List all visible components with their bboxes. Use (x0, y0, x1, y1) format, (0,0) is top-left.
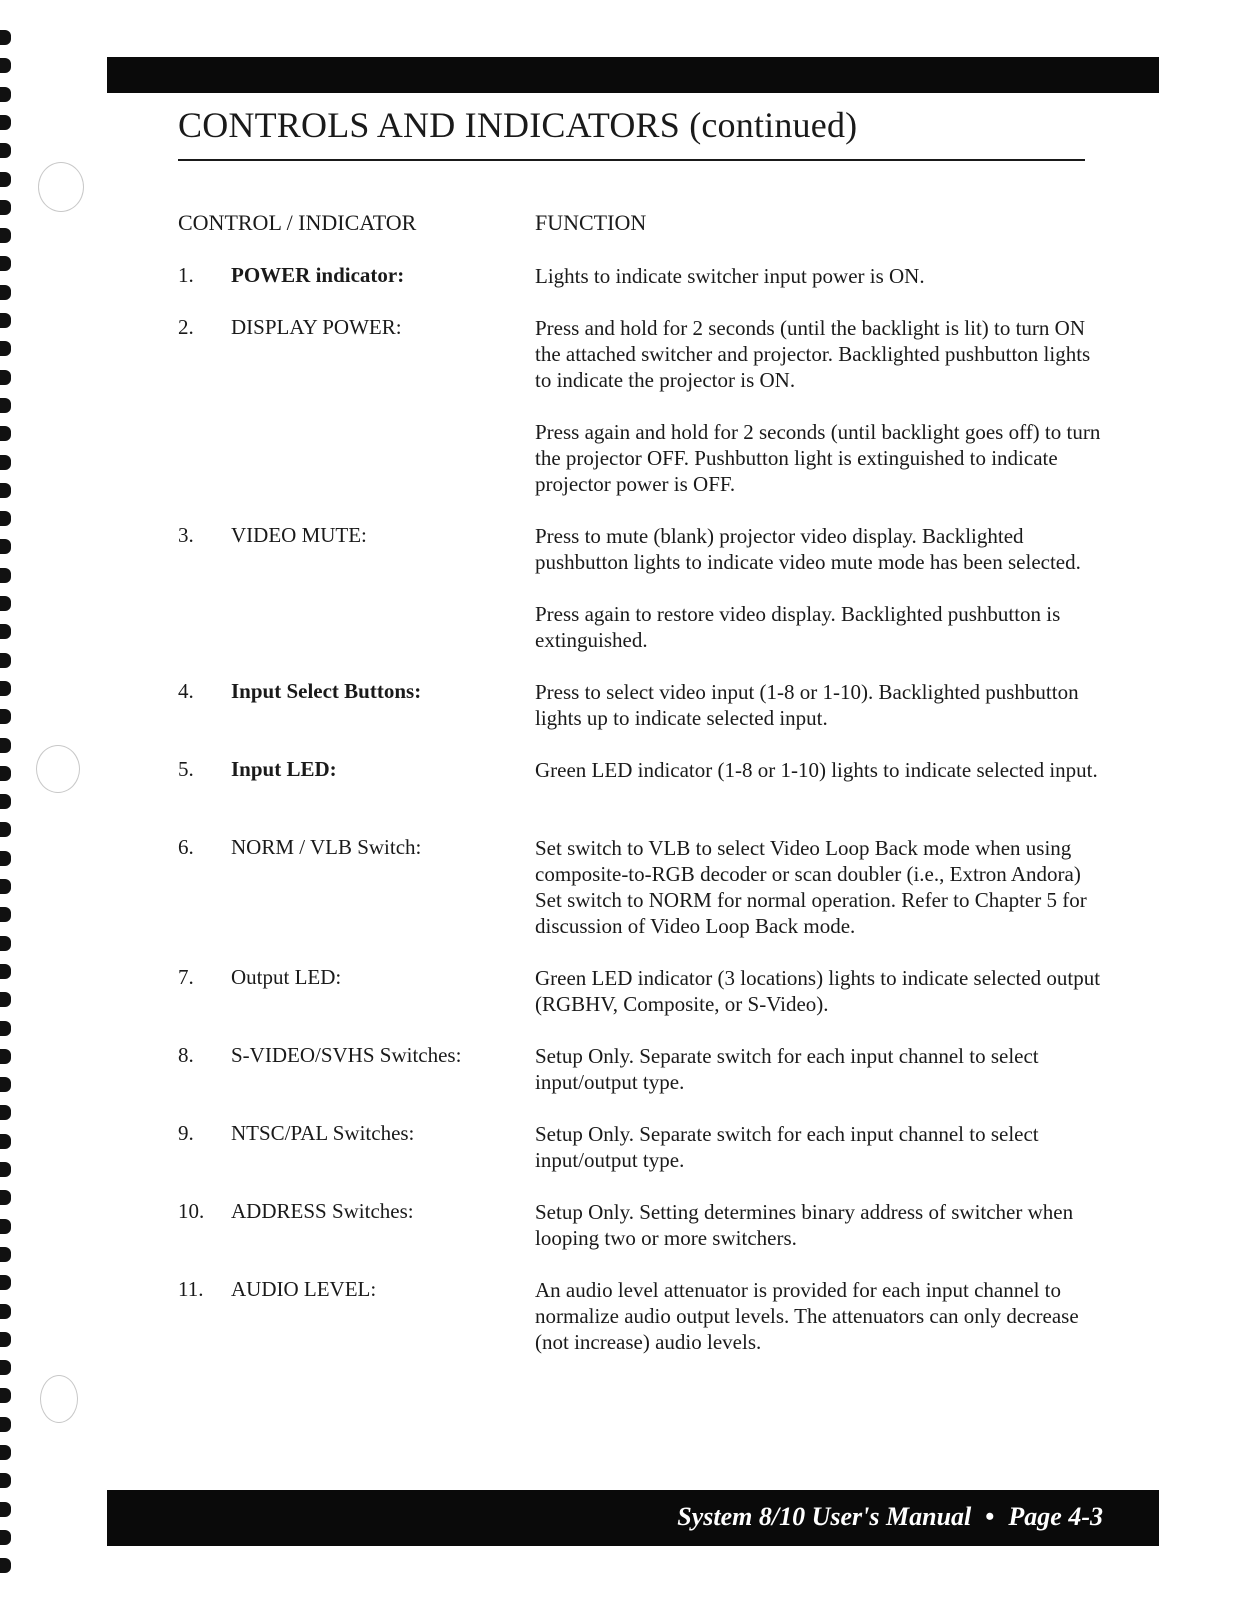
item-number: 1. (178, 263, 194, 287)
function-paragraph: Press again to restore video display. Backlighted pushbutton is extinguished. (535, 602, 1061, 652)
binding-hole (0, 1388, 11, 1403)
binding-hole (0, 285, 11, 300)
function-description (535, 757, 1110, 783)
binding-hole (0, 709, 11, 724)
function-paragraph: Press to mute (blank) projector video display. Backlighted pushbutton lights to indicate video mute mode has been selected. (535, 524, 1081, 574)
control-name: Input Select Buttons: (231, 679, 422, 703)
footer-text (677, 1502, 1103, 1532)
page-title: CONTROLS AND INDICATORS (continued) (178, 105, 858, 145)
binding-hole (0, 1134, 11, 1149)
binding-hole (0, 87, 11, 102)
function-description (535, 1277, 1115, 1355)
item-number: 10. (178, 1199, 205, 1223)
function-paragraph: Setup Only. Setting determines binary address of switcher when looping two or more switchers. (535, 1200, 1074, 1250)
binding-hole (0, 596, 11, 611)
binding-hole (0, 341, 11, 356)
page-number: Page 4-3 (1008, 1502, 1103, 1531)
bullet-separator: • (985, 1502, 995, 1531)
binder-ring-mark-top (38, 162, 84, 212)
binding-hole (0, 143, 11, 158)
binding-hole (0, 822, 11, 837)
binding-hole (0, 1417, 11, 1432)
manual-title: System 8/10 User's Manual (677, 1502, 972, 1531)
binding-hole (0, 1445, 11, 1460)
binding-hole (0, 624, 11, 639)
binding-hole (0, 1219, 11, 1234)
function-description (535, 1199, 1110, 1251)
binding-hole (0, 681, 11, 696)
binding-hole (0, 964, 11, 979)
binding-hole (0, 794, 11, 809)
control-name: Output LED: (231, 965, 342, 989)
function-paragraph: Press and hold for 2 seconds (until the backlight is lit) to turn ON the attached switcher and projector. Backlighted pushbutton lights to indicate the projector is ON. (535, 316, 1091, 392)
item-number: 5. (178, 757, 194, 781)
header-bar (107, 57, 1159, 93)
binding-hole (0, 907, 11, 922)
function-description (535, 1121, 1110, 1173)
binding-hole (0, 228, 11, 243)
binding-hole (0, 851, 11, 866)
binding-hole (0, 426, 11, 441)
function-description (535, 315, 1110, 497)
binding-hole (0, 1105, 11, 1120)
binding-hole (0, 370, 11, 385)
item-number: 11. (178, 1277, 204, 1301)
binding-hole (0, 568, 11, 583)
binding-hole (0, 1190, 11, 1205)
binding-hole (0, 455, 11, 470)
function-paragraph: Setup Only. Separate switch for each input channel to select input/output type. (535, 1122, 1039, 1172)
control-name: NTSC/PAL Switches: (231, 1121, 415, 1145)
control-name: DISPLAY POWER: (231, 315, 402, 339)
binding-hole (0, 936, 11, 951)
binding-hole (0, 1021, 11, 1036)
function-description (535, 523, 1115, 653)
function-paragraph: Press to select video input (1-8 or 1-10). Backlighted pushbutton lights up to indicate selected input. (535, 680, 1079, 730)
item-number: 7. (178, 965, 194, 989)
function-description (535, 263, 1110, 289)
function-description (535, 1043, 1110, 1095)
binding-hole (0, 539, 11, 554)
control-name: VIDEO MUTE: (231, 523, 367, 547)
binding-hole (0, 172, 11, 187)
binding-hole (0, 1275, 11, 1290)
binding-hole (0, 398, 11, 413)
binding-hole (0, 1304, 11, 1319)
binder-ring-mark-bottom (40, 1375, 78, 1423)
binding-hole (0, 766, 11, 781)
binding-hole (0, 256, 11, 271)
binding-hole (0, 992, 11, 1007)
control-name: POWER indicator: (231, 263, 405, 287)
column-header-function: FUNCTION (535, 210, 647, 235)
function-paragraph: Green LED indicator (1-8 or 1-10) lights to indicate selected input. (535, 758, 1098, 782)
binding-hole (0, 738, 11, 753)
binding-hole (0, 1077, 11, 1092)
function-description (535, 965, 1110, 1017)
control-name: Input LED: (231, 757, 337, 781)
item-number: 4. (178, 679, 194, 703)
binding-hole (0, 1162, 11, 1177)
control-name: ADDRESS Switches: (231, 1199, 414, 1223)
control-name: NORM / VLB Switch: (231, 835, 422, 859)
function-paragraph: Press again and hold for 2 seconds (until backlight goes off) to turn the projector OFF. Pushbutton light is extinguished to indicate projector power is OFF. (535, 420, 1101, 496)
binding-hole (0, 1502, 11, 1517)
binding-hole (0, 58, 11, 73)
binding-hole (0, 200, 11, 215)
binding-hole (0, 313, 11, 328)
control-name: AUDIO LEVEL: (231, 1277, 377, 1301)
binding-hole (0, 1247, 11, 1262)
function-description (535, 835, 1110, 939)
binding-hole (0, 1049, 11, 1064)
binding-hole (0, 879, 11, 894)
function-paragraph: Lights to indicate switcher input power is ON. (535, 264, 925, 288)
binding-hole (0, 511, 11, 526)
binding-hole (0, 653, 11, 668)
item-number: 8. (178, 1043, 194, 1067)
binding-hole (0, 1558, 11, 1573)
footer-bar (107, 1490, 1159, 1546)
binding-hole (0, 115, 11, 130)
function-paragraph: Set switch to VLB to select Video Loop Back mode when using composite-to-RGB decoder or scan doubler (i.e., Extron Andora) Set switch to NORM for normal operation. Refer to Chapter 5 for discussion of Video Loop Back mode. (535, 836, 1087, 938)
binding-holes (0, 30, 16, 1590)
binding-hole (0, 1530, 11, 1545)
item-number: 2. (178, 315, 194, 339)
binding-hole (0, 483, 11, 498)
binding-hole (0, 1332, 11, 1347)
binding-hole (0, 1360, 11, 1375)
control-name: S-VIDEO/SVHS Switches: (231, 1043, 462, 1067)
binding-hole (0, 30, 11, 45)
binder-ring-mark-middle (36, 745, 80, 793)
item-number: 6. (178, 835, 194, 859)
item-number: 9. (178, 1121, 194, 1145)
function-paragraph: Green LED indicator (3 locations) lights to indicate selected output (RGBHV, Composite, or S-Video). (535, 966, 1101, 1016)
function-description (535, 679, 1110, 731)
function-paragraph: An audio level attenuator is provided for each input channel to normalize audio output levels. The attenuators can only decrease (not increase) audio levels. (535, 1278, 1079, 1354)
function-paragraph: Setup Only. Separate switch for each input channel to select input/output type. (535, 1044, 1039, 1094)
binding-hole (0, 1473, 11, 1488)
column-header-control: CONTROL / INDICATOR (178, 210, 417, 235)
title-rule (178, 159, 1085, 161)
item-number: 3. (178, 523, 194, 547)
